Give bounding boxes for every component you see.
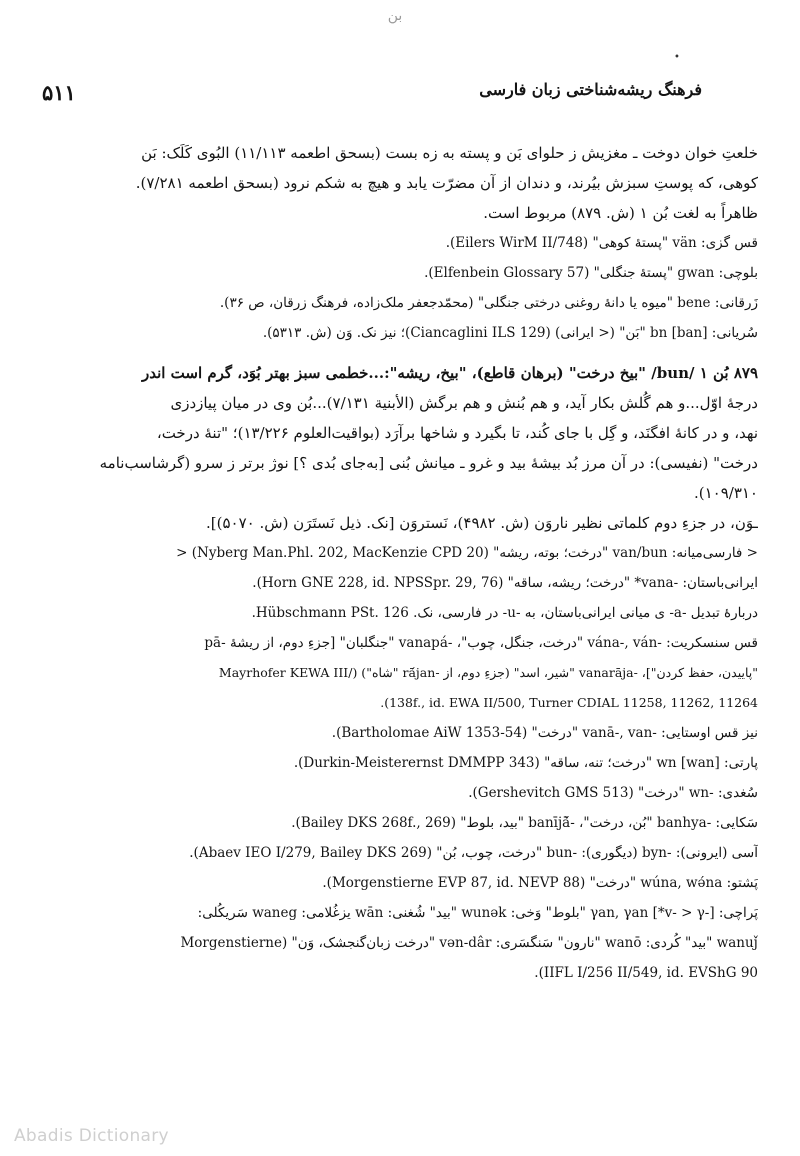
text-line: پَراچی: γan, γan [*v- > γ-] "بلوط" وَخی: wunǝk "بید" شُغنی: wān یزغُلامی: waneg سَریکُلی:	[197, 905, 758, 921]
text-line: درجهٔ اوّل...و هم گُلش بکار آید، و هم بُنش و هم برگش (الأبنیة ۷/۱۳۱)...بُن وی در میان پیازدزی	[170, 394, 758, 412]
text-line: wanuǰ "بید" کُردی: wanō "نارون" سَنگسَری: vən-dâr "درخت زبان‌گنجشک، وَن" (Morgenstierne	[180, 935, 758, 951]
text-line: درخت" (نفیسی): در آن مرز بُد بیشهٔ بید و غرو ـ میانش بُنی [به‌جای بُدی ؟] نوژ برتر ز سرو (گرشاسب‌نامه	[99, 454, 758, 472]
text-line: 138f., id. EWA II/500, Turner CDIAL 11258, 11262, 11264).	[380, 695, 758, 710]
text-line: پارتی: [wan] wn "درخت؛ تنه، ساقه" (Durkin-Meisterernst DMMPP 343).	[293, 755, 758, 771]
text-line: سُریانی: [ban] bn "بَن" (< ایرانی) (Ciancaglini ILS 129)؛ نیز نک. وَن (ش. ۵۳۱۳).	[262, 325, 758, 341]
text-line: ۱۰۹/۳۱۰).	[693, 484, 758, 502]
text-line: سُغدی: -wn "درخت" (Gershevitch GMS 513).	[468, 785, 758, 801]
dictionary-entry-body	[40, 138, 758, 988]
text-line: "پاییدن، حفظ کردن"]، -vanarāja "شیر، اسد" (جزءِ دوم، از -rā́jan "شاه") (/Mayrhofer KEWA III	[218, 665, 758, 680]
text-line: سَکایی: -banhya "بُن، درخت"، -banījā̌ "بید، بلوط" (Bailey DKS 268f., 269).	[291, 815, 758, 831]
page-number: ۵۱۱	[42, 80, 76, 105]
decorative-dot: •	[674, 52, 680, 63]
text-line: نیز قس اوستایی: -vanā-, van "درخت" (Bartholomae AiW 1353-54).	[331, 725, 758, 741]
text-line: ظاهراً به لغت بُن ۱ (ش. ۸۷۹) مربوط است.	[483, 204, 758, 222]
text-line: پَشتو: wúna, wə́na "درخت" (Morgenstierne EVP 87, id. NEVP 88).	[322, 875, 758, 891]
text-line: IIFL I/256 II/549, id. EVShG 90).	[534, 965, 758, 981]
text-line: ـوَن، در جزءِ دوم کلماتی نظیر ناروَن (ش. ۴۹۸۲)، نَستروَن [نک. ذیل نَستَرَن (ش. ۵۰۷۰)].	[206, 514, 758, 532]
text-line: کوهی، که پوستِ سبزش بیُرند، و دندان از آن مضرّت یابد و هیچ به شکم نرود (بسحق اطعمه ۷/۲۸۱).	[135, 174, 758, 192]
text-line: زَرقانی: bene "میوه یا دانهٔ روغنی درختی جنگلی" (محمّدجعفر ملک‌زاده، فرهنگ زرقان، ص ۳۶).	[219, 295, 758, 311]
text-line: خلعتِ خوان دوخت ـ مغزیش ز حلوای بَن و پسته به زه بست (بسحق اطعمه ۱۱/۱۱۳) البُوی کَلَک: بَن	[141, 144, 758, 162]
text-line: ایرانی‌باستان: -vana* "درخت؛ ریشه، ساقه" (Horn GNE 228, id. NPSSpr. 29, 76).	[252, 575, 758, 591]
header-top-mark: بن	[387, 8, 403, 24]
watermark-text: Abadis Dictionary	[14, 1126, 169, 1146]
text-line: قس سنسکریت: -vána-, ván "درخت، جنگل، چوب"، -vanapá "جنگلبان" [جزءِ دوم، از ریشهٔ -pā	[204, 635, 758, 651]
text-line: نهد، و در کانهٔ افگنَد، و گِل با جای کُند، تا بگیرد و شاخها برآرَد (بواقیت‌العلوم ۱۳/۲۲۶)؛ "تنهٔ درخت،	[156, 424, 758, 442]
text-line: < فارسی‌میانه: van/bun "درخت؛ بوته، ریشه" (Nyberg Man.Phl. 202, MacKenzie CPD 20) <	[176, 545, 758, 561]
text-line: بلوچی: gwan "پستهٔ جنگلی" (Elfenbein Glossary 57).	[424, 265, 758, 281]
text-line: دربارهٔ تبدیل -a- ی میانی ایرانی‌باستان، به -u- در فارسی، نک. Hübschmann PSt. 126.	[251, 605, 758, 621]
text-line: آسی (ایرونی): -byn (دیگوری): -bun "درخت، چوب، بُن" (Abaev IEO I/279, Bailey DKS 269).	[189, 845, 758, 861]
text-line: قس گزی: vän "پستهٔ کوهی" (Eilers WirM II/748).	[445, 235, 758, 251]
running-title: فرهنگ ریشه‌شناختی زبان فارسی	[479, 80, 702, 99]
entry-headword-line: ۸۷۹ بُن ۱ /bun/ "بیخ درخت" (برهان قاطع)، "بیخ، ریشه":...خطمی سبز بهتر بُوَد، گرم است اندر	[141, 364, 758, 382]
